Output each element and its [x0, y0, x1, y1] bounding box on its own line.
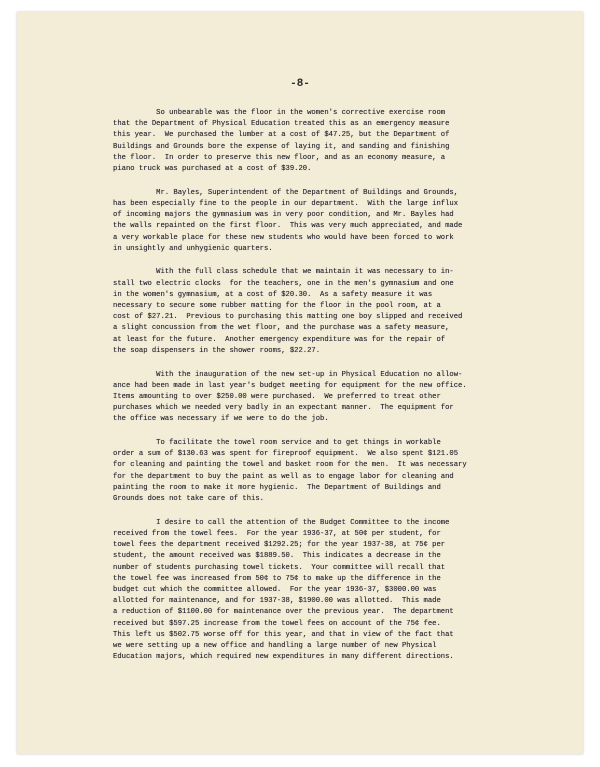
paragraph: [113, 188, 505, 255]
text-line: To facilitate the towel room service and to get things in workable: [113, 439, 441, 448]
text-line: Items amounting to over $250.00 were purchased. We preferred to treat other: [113, 392, 441, 401]
text-line: this year. We purchased the lumber at a cost of $47.25, but the Department of: [113, 131, 450, 140]
text-line: cost of $27.21. Previous to purchasing this matting one boy slipped and received: [113, 313, 463, 322]
text-line: This left us $502.75 worse off for this year, and that in view of the fact that: [113, 630, 454, 639]
text-line: So unbearable was the floor in the women's corrective exercise room: [113, 109, 446, 117]
text-line: Education majors, which required new expenditures in many different directions.: [113, 653, 454, 662]
document-body: [113, 108, 505, 676]
text-line: has been especially fine to the people in our department. With the large influx: [113, 199, 459, 208]
paragraph: [113, 108, 505, 175]
text-line: Grounds does not take care of this.: [113, 495, 264, 504]
text-line: budget cut which the committee allowed. For the year 1936-37, $3000.00 was: [113, 586, 437, 595]
text-line: of incoming majors the gymnasium was in very poor condition, and Mr. Bayles had: [113, 211, 454, 220]
text-line: the soap dispensers in the shower rooms, $22.27.: [113, 346, 321, 355]
text-line: allotted for maintenance, and for 1937-38, $1900.00 was allotted. This made: [113, 597, 441, 606]
paragraph: [113, 518, 505, 664]
text-line: a slight concussion from the wet floor, and the purchase was a safety measure,: [113, 324, 450, 333]
text-line: a reduction of $1100.00 for maintenance over the previous year. The department: [113, 608, 454, 617]
text-line: a very workable place for these new students who would have been forced to work: [113, 233, 454, 242]
text-line: for cleaning and painting the towel and basket room for the men. It was necessary: [113, 461, 467, 470]
text-line: received but $597.25 increase from the towel fees on account of the 75¢ fee.: [113, 619, 441, 628]
text-line: stall two electric clocks for the teachers, one in the men's gymnasium and one: [113, 279, 454, 288]
text-line: Buildings and Grounds bore the expense of laying it, and sanding and finishing: [113, 142, 450, 151]
text-line: the walls repainted on the first floor. This was very much appreciated, and made: [113, 222, 463, 231]
paragraph: [113, 267, 505, 357]
text-line: piano truck was purchased at a cost of $39.20.: [113, 165, 312, 174]
text-line: received from the towel fees. For the year 1936-37, at 50¢ per student, for: [113, 530, 441, 538]
text-line: we were setting up a new office and handling a large number of new Physical: [113, 642, 437, 651]
text-line: that the Department of Physical Education treated this as an emergency measure: [113, 120, 450, 129]
text-line: the floor. In order to preserve this new floor, and as an economy measure, a: [113, 153, 446, 162]
text-line: the office was necessary if we were to do the job.: [113, 415, 329, 424]
text-line: order a sum of $130.63 was spent for fireproof equipment. We also spent $121.05: [113, 450, 459, 459]
text-line: ance had been made in last year's budget meeting for equipment for the new office.: [113, 381, 467, 390]
text-line: number of students purchasing towel tickets. Your committee will recall that: [113, 563, 446, 572]
text-line: Mr. Bayles, Superintendent of the Department of Buildings and Grounds,: [113, 188, 459, 197]
page-number: -8-: [290, 78, 310, 90]
paragraph: [113, 438, 505, 505]
text-line: With the inauguration of the new set-up in Physical Education no allow-: [113, 370, 463, 379]
text-line: for the department to buy the paint as well as to engage labor for cleaning and: [113, 472, 454, 481]
text-line: at least for the future. Another emergency expenditure was for the repair of: [113, 335, 446, 344]
text-line: purchases which we needed very badly in an expectant manner. The equipment for: [113, 404, 454, 413]
text-line: the towel fee was increased from 50¢ to 75¢ to make up the difference in the: [113, 574, 441, 583]
paragraph: [113, 370, 505, 426]
text-line: towel fees the department received $1292.25; for the year 1937-38, at 75¢ per: [113, 541, 446, 550]
text-line: in the women's gymnasium, at a cost of $20.30. As a safety measure it was: [113, 290, 433, 299]
text-line: in unsightly and unhygienic quarters.: [113, 244, 273, 253]
text-line: student, the amount received was $1889.50. This indicates a decrease in the: [113, 552, 441, 561]
text-line: painting the room to make it more hygienic. The Department of Buildings and: [113, 483, 441, 492]
text-line: I desire to call the attention of the Budget Committee to the income: [113, 518, 450, 527]
text-line: necessary to secure some rubber matting for the floor in the pool room, at a: [113, 302, 441, 311]
text-line: With the full class schedule that we maintain it was necessary to in-: [113, 268, 454, 277]
document-page: [17, 12, 583, 754]
